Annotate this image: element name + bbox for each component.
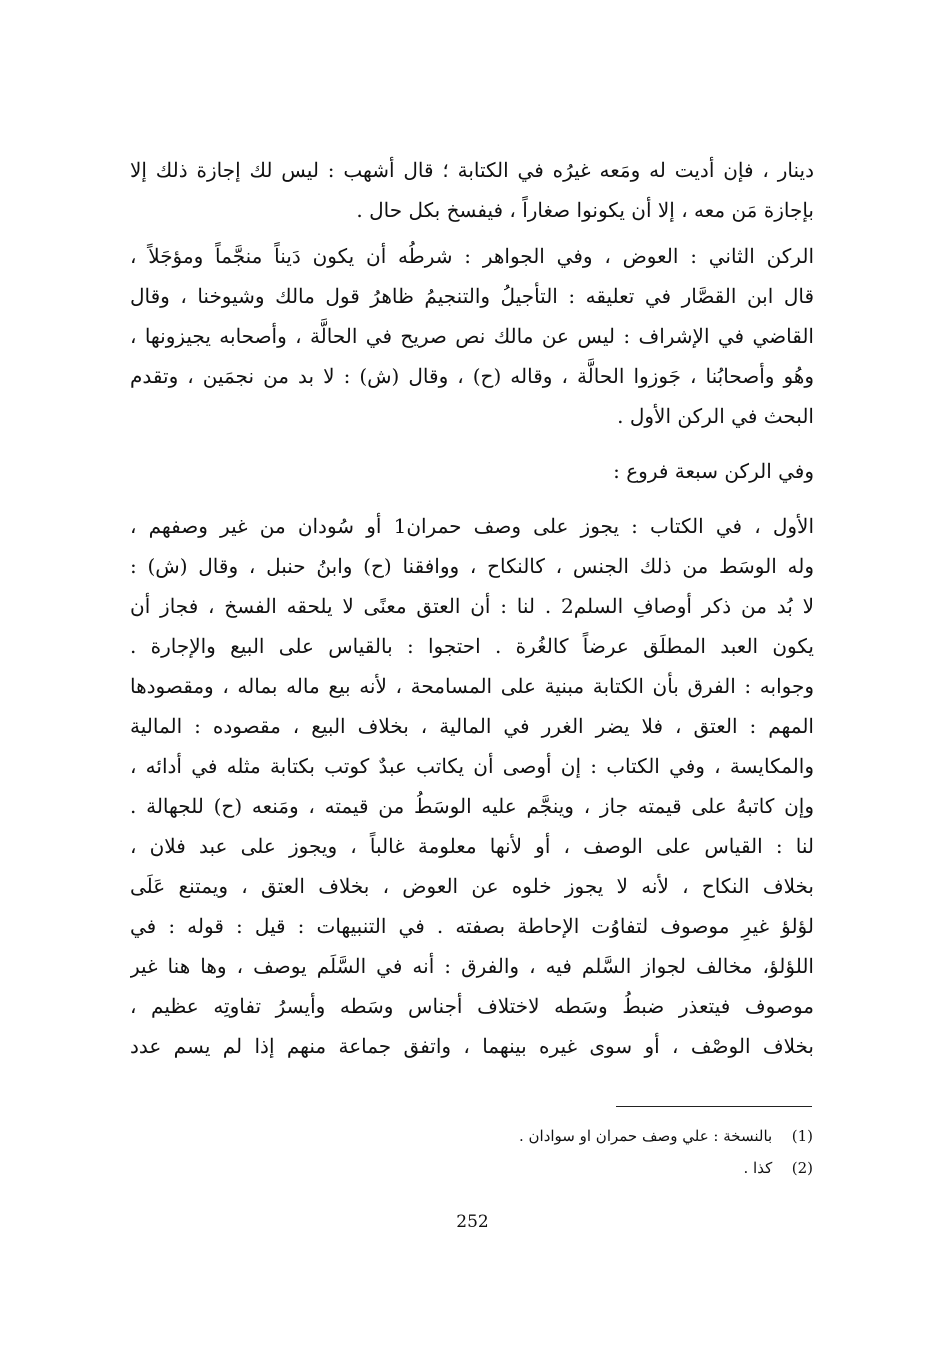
footnote-number: (1) [791,1127,813,1145]
text-line: الأول ، في الكتاب : يجوز على وصف حمران1 أو سُودان من غير وصفهم ، [130,514,814,538]
text-line: قال ابن القصَّار في تعليقه : التأجيلُ والتنجيمُ ظاهرُ قول مالك وشيوخنا ، وقال [130,284,814,308]
text-line: وإن كاتبهُ على قيمته جاز ، وينجَّم عليه الوسَطُ من قيمته ، ومَنعه (ح) للجهالة . [130,794,814,818]
text-line: وجوابه : الفرق بأن الكتابة مبنية على المسامحة ، لأنه بيع ماله بماله ، ومقصودها [130,674,814,698]
text-line: لنا : القياس على الوصف ، أو لأنها معلومة غالباً ، ويجوز على عبد فلان ، [130,834,814,858]
footnote-number: (2) [791,1159,813,1177]
footnote-text: كذا . [743,1159,773,1177]
text-line: لؤلؤ غيرِ موصوف لتفاوُت الإحاطة بصفته . في التنبيهات : قيل : قوله : في [130,914,814,938]
text-line: يكون العبد المطلَق عرضاً كالغُرة . احتجوا : بالقياس على البيع والإجارة . [130,634,814,658]
footnote [313,1152,813,1184]
text-line: المهم : العتق ، فلا يضر الغرر في المالية ، بخلاف البيع ، مقصوده : المالية [130,714,814,738]
text-line: الركن الثاني : العوض ، وفي الجواهر : شرطُه أن يكون دَيناً منجَّماً ومؤجَلاً ، [130,244,814,268]
text-line: والمكايسة ، وفي الكتاب : إن أوصى أن يكاتب عبدٌ كوتب بكتابة مثله في أدائه ، [130,754,814,778]
footnote-divider [616,1106,812,1107]
text-line: دينار ، فإن أديت له ومَعه غيرُه في الكتابة ؛ قال أشهب : ليس لك إجازة ذلك إلا [130,158,814,182]
text-line: بإجازة مَن معه ، إلا أن يكونوا صغاراً ، فيفسخ بكل حال . [356,198,814,222]
text-line: لا بُد من ذكر أوصافِ السلم2 . لنا : أن العتق معنًى لا يلحقه الفسخ ، فجاز أن [130,594,814,618]
text-line: بخلاف الوصْف ، أو سوى غيره بينهما ، واتفق جماعة منهم إذا لم يسم عدد [130,1034,814,1058]
footnotes [313,1120,813,1184]
page-number: 252 [456,1212,489,1232]
footnote-text: بالنسخة : علي وصف حمران او سوادان . [518,1127,773,1145]
text-line: بخلاف النكاح ، لأنه لا يجوز خلوه عن العوض ، بخلاف العتق ، ويمتنع عَلَى [130,874,814,898]
section-heading: وفي الركن سبعة فروع : [613,459,814,483]
text-line: اللؤلؤ، مخالف لجواز السَّلم فيه ، والفرق : أنه في السَّلَم يوصف ، وها هنا غير [130,954,814,978]
text-line: وهُو وأصحابُنا ، جَوزوا الحالَّة ، وقاله (ح) ، وقال (ش) : لا بد من نجمَين ، وتقدم [130,364,814,388]
text-line: البحث في الركن الأول . [617,404,814,428]
page-body [130,150,814,1066]
text-line: القاضي في الإشراف : ليس عن مالك نص صريح في الحالَّة ، وأصحابه يجيزونها ، [130,324,814,348]
text-line: وله الوسَط من ذلك الجنس ، كالنكاح ، ووافقنا (ح) وابنُ حنبل ، وقال (ش) : [130,554,814,578]
text-line: موصوف فيتعذر ضبطُ وسَطه لاختلاف أجناس وسَطه وأيسرُ تفاوتِه عظيم ، [130,994,814,1018]
footnote [313,1120,813,1152]
